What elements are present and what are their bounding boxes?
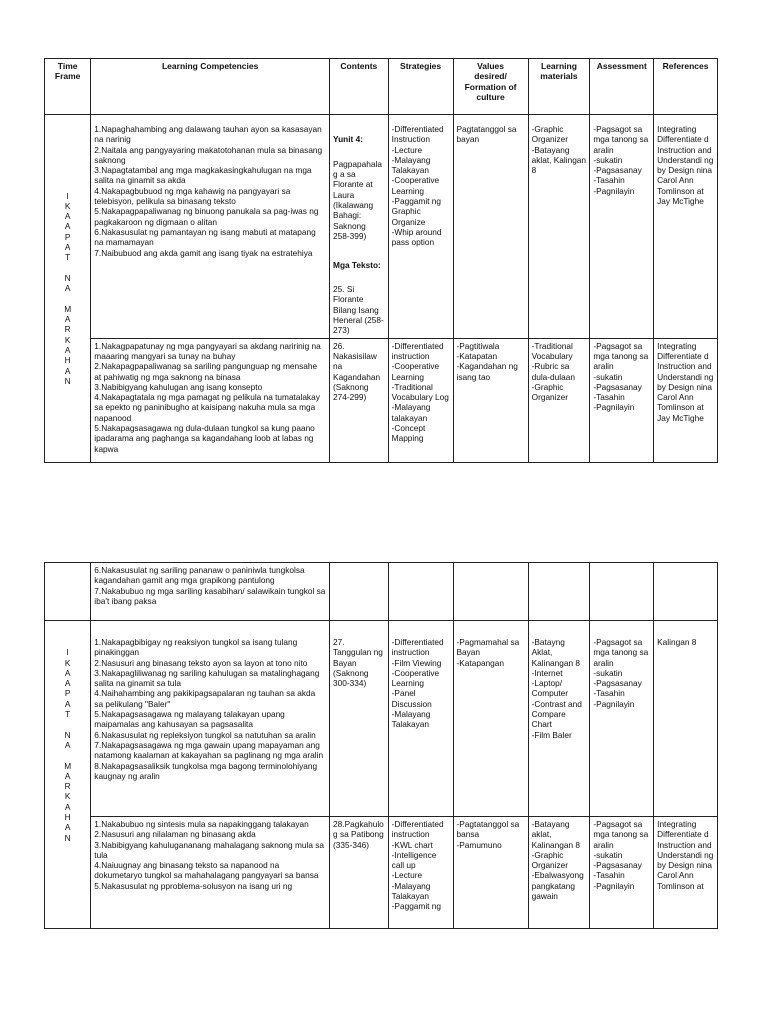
- values-cell: [453, 563, 528, 621]
- references-cell: Integrating Differentiate d Instruction and Understandi ng by Design nina Carol Ann Tomlinson at Jay McTighe: [654, 115, 718, 339]
- texts-heading: Mga Teksto:: [333, 259, 381, 270]
- time-frame-letters: I K A A P A T N A M A R K A H A N: [64, 647, 72, 843]
- materials-cell: -Traditional Vocabulary -Rubric sa dula-dulaan -Graphic Organizer: [528, 338, 590, 462]
- table-row: [45, 338, 718, 462]
- contents-cell: 27. Tanggulan ng Bayan (Saknong 300-334): [330, 621, 389, 817]
- header-values: Values desired/ Formation of culture: [453, 59, 528, 115]
- table-row: [45, 563, 718, 621]
- header-assessment: Assessment: [590, 59, 654, 115]
- header-materials: Learning materials: [528, 59, 590, 115]
- table-row: [45, 817, 718, 929]
- competencies-cell: 1.Nakagpapatunay ng mga pangyayari sa akdang naririnig na maaaring mangyari sa tunay na buhay 2.Nakapagpapaliwanag sa sariling pangunguap ng mensahe at pahiwatig ng mga saknong na binasa 3.Nabibigyang kahulugan ang isang konsepto 4.Nakapagtatala ng mga pamagat ng pelikula na tumatalakay sa epekto ng paninibugho at kaisipang nakuha mula sa mga napanood 5.Nakapagsasagawa ng dula-dulaan tungkol sa kung paano ipadarama ang paghanga sa kagandahang loob at labas ng kapwa: [91, 338, 330, 462]
- curriculum-table-1: [44, 58, 718, 463]
- time-frame-cell: [45, 563, 91, 621]
- assessment-cell: -Pagsagot sa mga tanong sa aralin -sukatin -Pagsasanay -Tasahin -Pagnilayin: [590, 621, 654, 817]
- values-cell: -Pagmamahal sa Bayan -Katapangan: [453, 621, 528, 817]
- materials-cell: [528, 563, 590, 621]
- references-cell: Kalingan 8: [654, 621, 718, 817]
- assessment-cell: -Pagsagot sa mga tanong sa aralin -sukatin -Pagsasanay -Tasahin -Pagnilayin: [590, 115, 654, 339]
- materials-cell: -Batayang aklat, Kalinangan 8 -Graphic Organizer -Ebalwasyong pangkatang gawain: [528, 817, 590, 929]
- competencies-cell: 1.Napaghahambing ang dalawang tauhan ayon sa kasasayan na narinig 2.Naitala ang pangyayaring makatotohanan mula sa binasang saknong 3.Napagtatambal ang mga magkakasingkahulugan na mga salita na ginamit sa akda 4.Nakapagbubuod ng mga kahawig na pangyayari sa telebisyon, pelikula sa binasang teksto 5.Nakapagpapaliwanag ng binuong panukala sa pag-iwas ng pagkakaroon ng digmaan o alitan 6.Nakasusulat ng pamantayan ng isang mabuti at matapang na mamamayan 7.Naibubuod ang akda gamit ang isang tiyak na estratehiya: [91, 115, 330, 339]
- strategies-cell: -Differentiated instruction -KWL chart -Intelligence call up -Lecture -Malayang Talakayan -Paggamit ng: [388, 817, 453, 929]
- assessment-cell: [590, 563, 654, 621]
- table-row: [45, 115, 718, 339]
- header-strategies: Strategies: [388, 59, 453, 115]
- materials-cell: -Batayng Aklat, Kalinangan 8 -Internet -Laptop/ Computer -Contrast and Compare Chart -Film Baler: [528, 621, 590, 817]
- values-cell: Pagtatanggol sa bayan: [453, 115, 528, 339]
- time-frame-letters: I K A A P A T N A M A R K A H A N: [64, 190, 72, 386]
- competencies-cell: 1.Nakapagbibigay ng reaksiyon tungkol sa isang tulang pinakinggan 2.Nasusuri ang binasang teksto ayon sa layon at tono nito 3.Nakapagliliwanag ng sariling kahulugan sa matalinghagang salita na ginamit sa tula 4.Naihahambing ang pakikipagsapalaran ng tauhan sa akda sa pelikulang "Baler" 5.Nakapagsasagawa ng malayang talakayan upang maipamalas ang kahusayan sa pagsasalita 6.Nakasusulat ng repleksiyon tungkol sa natutuhan sa aralin 7.Nakapagsasagawa ng mga gawain upang mapayaman ang natamong kaalaman at kakayahan sa paglinang ng mga aralin 8.Nakapagsasaliksik tungkolsa mga bagong terminolohiyang kaugnay ng aralin: [91, 621, 330, 817]
- header-contents: Contents: [330, 59, 389, 115]
- texts-body: 25. Si Florante Bilang Isang Heneral (258-273): [333, 284, 384, 336]
- unit-body: Pagpapahalag a sa Florante at Laura (Ikalawang Bahagi: Saknong 258-399): [333, 158, 382, 241]
- strategies-cell: -Differentiated instruction -Cooperative Learning -Traditional Vocabulary Log -Malayang talakayan -Concept Mapping: [388, 338, 453, 462]
- contents-cell: [330, 115, 389, 339]
- header-time-frame: Time Frame: [45, 59, 91, 115]
- time-frame-cell: [45, 115, 91, 463]
- header-competencies: Learning Competencies: [91, 59, 330, 115]
- unit-heading: Yunit 4:: [333, 134, 363, 145]
- strategies-cell: [388, 563, 453, 621]
- time-frame-cell: [45, 621, 91, 929]
- contents-cell: [330, 563, 389, 621]
- assessment-cell: -Pagsagot sa mga tanong sa aralin -sukatin -Pagsasanay -Tasahin -Pagnilayin: [590, 338, 654, 462]
- header-row: [45, 59, 718, 115]
- competencies-cell: 1.Nakabubuo ng sintesis mula sa napakinggang talakayan 2.Nasusuri ang nilalaman ng binasang akda 3.Nabibigyang kahulugananang mahalagang saknong mula sa tula 4.Naiuugnay ang binasang teksto sa napanood na dokumetaryo tungkol sa mahahalagang pangyayari sa bansa 5.Nakasusulat ng pproblema-solusyon na isang uri ng: [91, 817, 330, 929]
- materials-cell: -Graphic Organizer -Batayang aklat, Kalingan 8: [528, 115, 590, 339]
- assessment-cell: -Pagsagot sa mga tanong sa aralin -sukatin -Pagsasanay -Tasahin -Pagnilayin: [590, 817, 654, 929]
- table-row: [45, 621, 718, 817]
- contents-cell: 28.Pagkahulo g sa Patibong (335-346): [330, 817, 389, 929]
- header-references: References: [654, 59, 718, 115]
- strategies-cell: -Differentiated instruction -Film Viewing -Cooperative Learning -Panel Discussion -Malayang Talakayan: [388, 621, 453, 817]
- curriculum-table-2: [44, 562, 718, 929]
- values-cell: -Pagtatanggol sa bansa -Pamumuno: [453, 817, 528, 929]
- references-cell: Integrating Differentiate d Instruction and Understandi ng by Design nina Carol Ann Tomlinson at: [654, 817, 718, 929]
- strategies-cell: -Differentiated Instruction -Lecture -Malayang Talakayan -Cooperative Learning -Paggamit ng Graphic Organize -Whip around pass option: [388, 115, 453, 339]
- values-cell: -Pagtitiwala -Katapatan -Kagandahan ng isang tao: [453, 338, 528, 462]
- references-cell: Integrating Differentiate d Instruction and Understandi ng by Design nina Carol Ann Tomlinson at Jay McTighe: [654, 338, 718, 462]
- references-cell: [654, 563, 718, 621]
- contents-cell: 26. Nakasisilaw na Kagandahan (Saknong 274-299): [330, 338, 389, 462]
- competencies-cell: 6.Nakasusulat ng sariling pananaw o paniniwla tungkolsa kagandahan gamit ang mga grapikong pantulong 7.Nakabubuo ng mga sariling kasabihan/ salawikain tungkol sa iba't ibang paksa: [91, 563, 330, 621]
